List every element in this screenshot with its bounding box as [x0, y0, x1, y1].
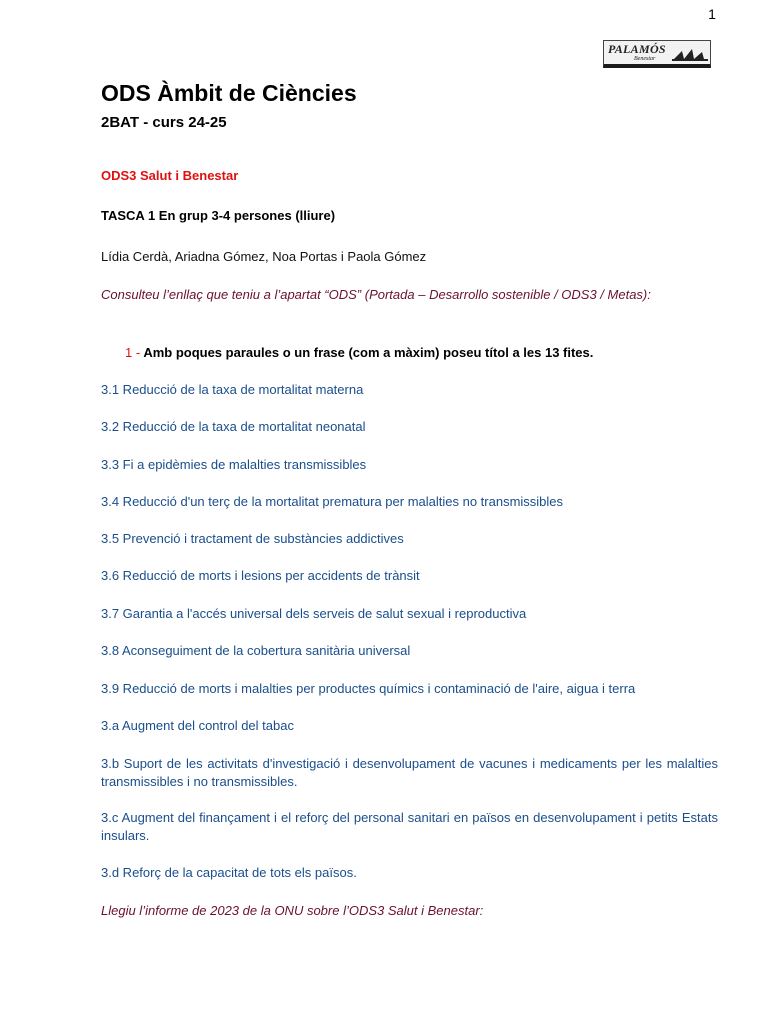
- boats-icon: [672, 45, 708, 63]
- target-item: 3.b Suport de les activitats d'investigació i desenvolupament de vacunes i medicaments per les malalties transmissibles i no transmissibles.: [101, 756, 718, 789]
- target-item: 3.5 Prevenció i tractament de substàncies addictives: [101, 531, 404, 546]
- target-item: 3.3 Fi a epidèmies de malalties transmissibles: [101, 457, 367, 472]
- question-text: Amb poques paraules o un frase (com a màxim) poseu títol a les 13 fites.: [143, 345, 594, 360]
- target-item: 3.8 Aconseguiment de la cobertura sanitària universal: [101, 643, 411, 658]
- logo-text: PALAMÓS: [608, 42, 666, 56]
- target-item: 3.d Reforç de la capacitat de tots els països.: [101, 865, 357, 880]
- page-subtitle: 2BAT - curs 24-25: [101, 114, 227, 131]
- target-item: 3.9 Reducció de morts i malalties per productes químics i contaminació de l'aire, aigua i terra: [101, 681, 636, 696]
- section-title: ODS3 Salut i Benestar: [101, 168, 239, 183]
- target-item: 3.2 Reducció de la taxa de mortalitat neonatal: [101, 419, 366, 434]
- page-number: 1: [708, 6, 716, 22]
- page-title: ODS Àmbit de Ciències: [101, 80, 357, 106]
- target-item: 3.a Augment del control del tabac: [101, 718, 294, 733]
- authors-line: Lídia Cerdà, Ariadna Gómez, Noa Portas i Paola Gómez: [101, 249, 427, 264]
- question-1: [125, 345, 593, 360]
- question-number: 1 -: [125, 345, 141, 360]
- target-item: 3.7 Garantia a l'accés universal dels serveis de salut sexual i reproductiva: [101, 606, 527, 621]
- logo-subtext: Benestar: [634, 56, 656, 62]
- task-title: TASCA 1 En grup 3-4 persones (lliure): [101, 208, 336, 223]
- target-item: 3.1 Reducció de la taxa de mortalitat materna: [101, 382, 364, 397]
- target-item: 3.6 Reducció de morts i lesions per accidents de trànsit: [101, 568, 420, 583]
- target-item: 3.4 Reducció d'un terç de la mortalitat prematura per malalties no transmissibles: [101, 494, 564, 509]
- footer-note: Llegiu l’informe de 2023 de la ONU sobre l’ODS3 Salut i Benestar:: [101, 903, 484, 918]
- target-item: 3.c Augment del finançament i el reforç del personal sanitari en països en desenvolupament i petits Estats insulars.: [101, 810, 718, 843]
- instruction-text: Consulteu l’enllaç que teniu a l’apartat “ODS” (Portada – Desarrollo sostenible / ODS3 / Metas):: [101, 287, 651, 302]
- palamos-logo: [603, 40, 711, 68]
